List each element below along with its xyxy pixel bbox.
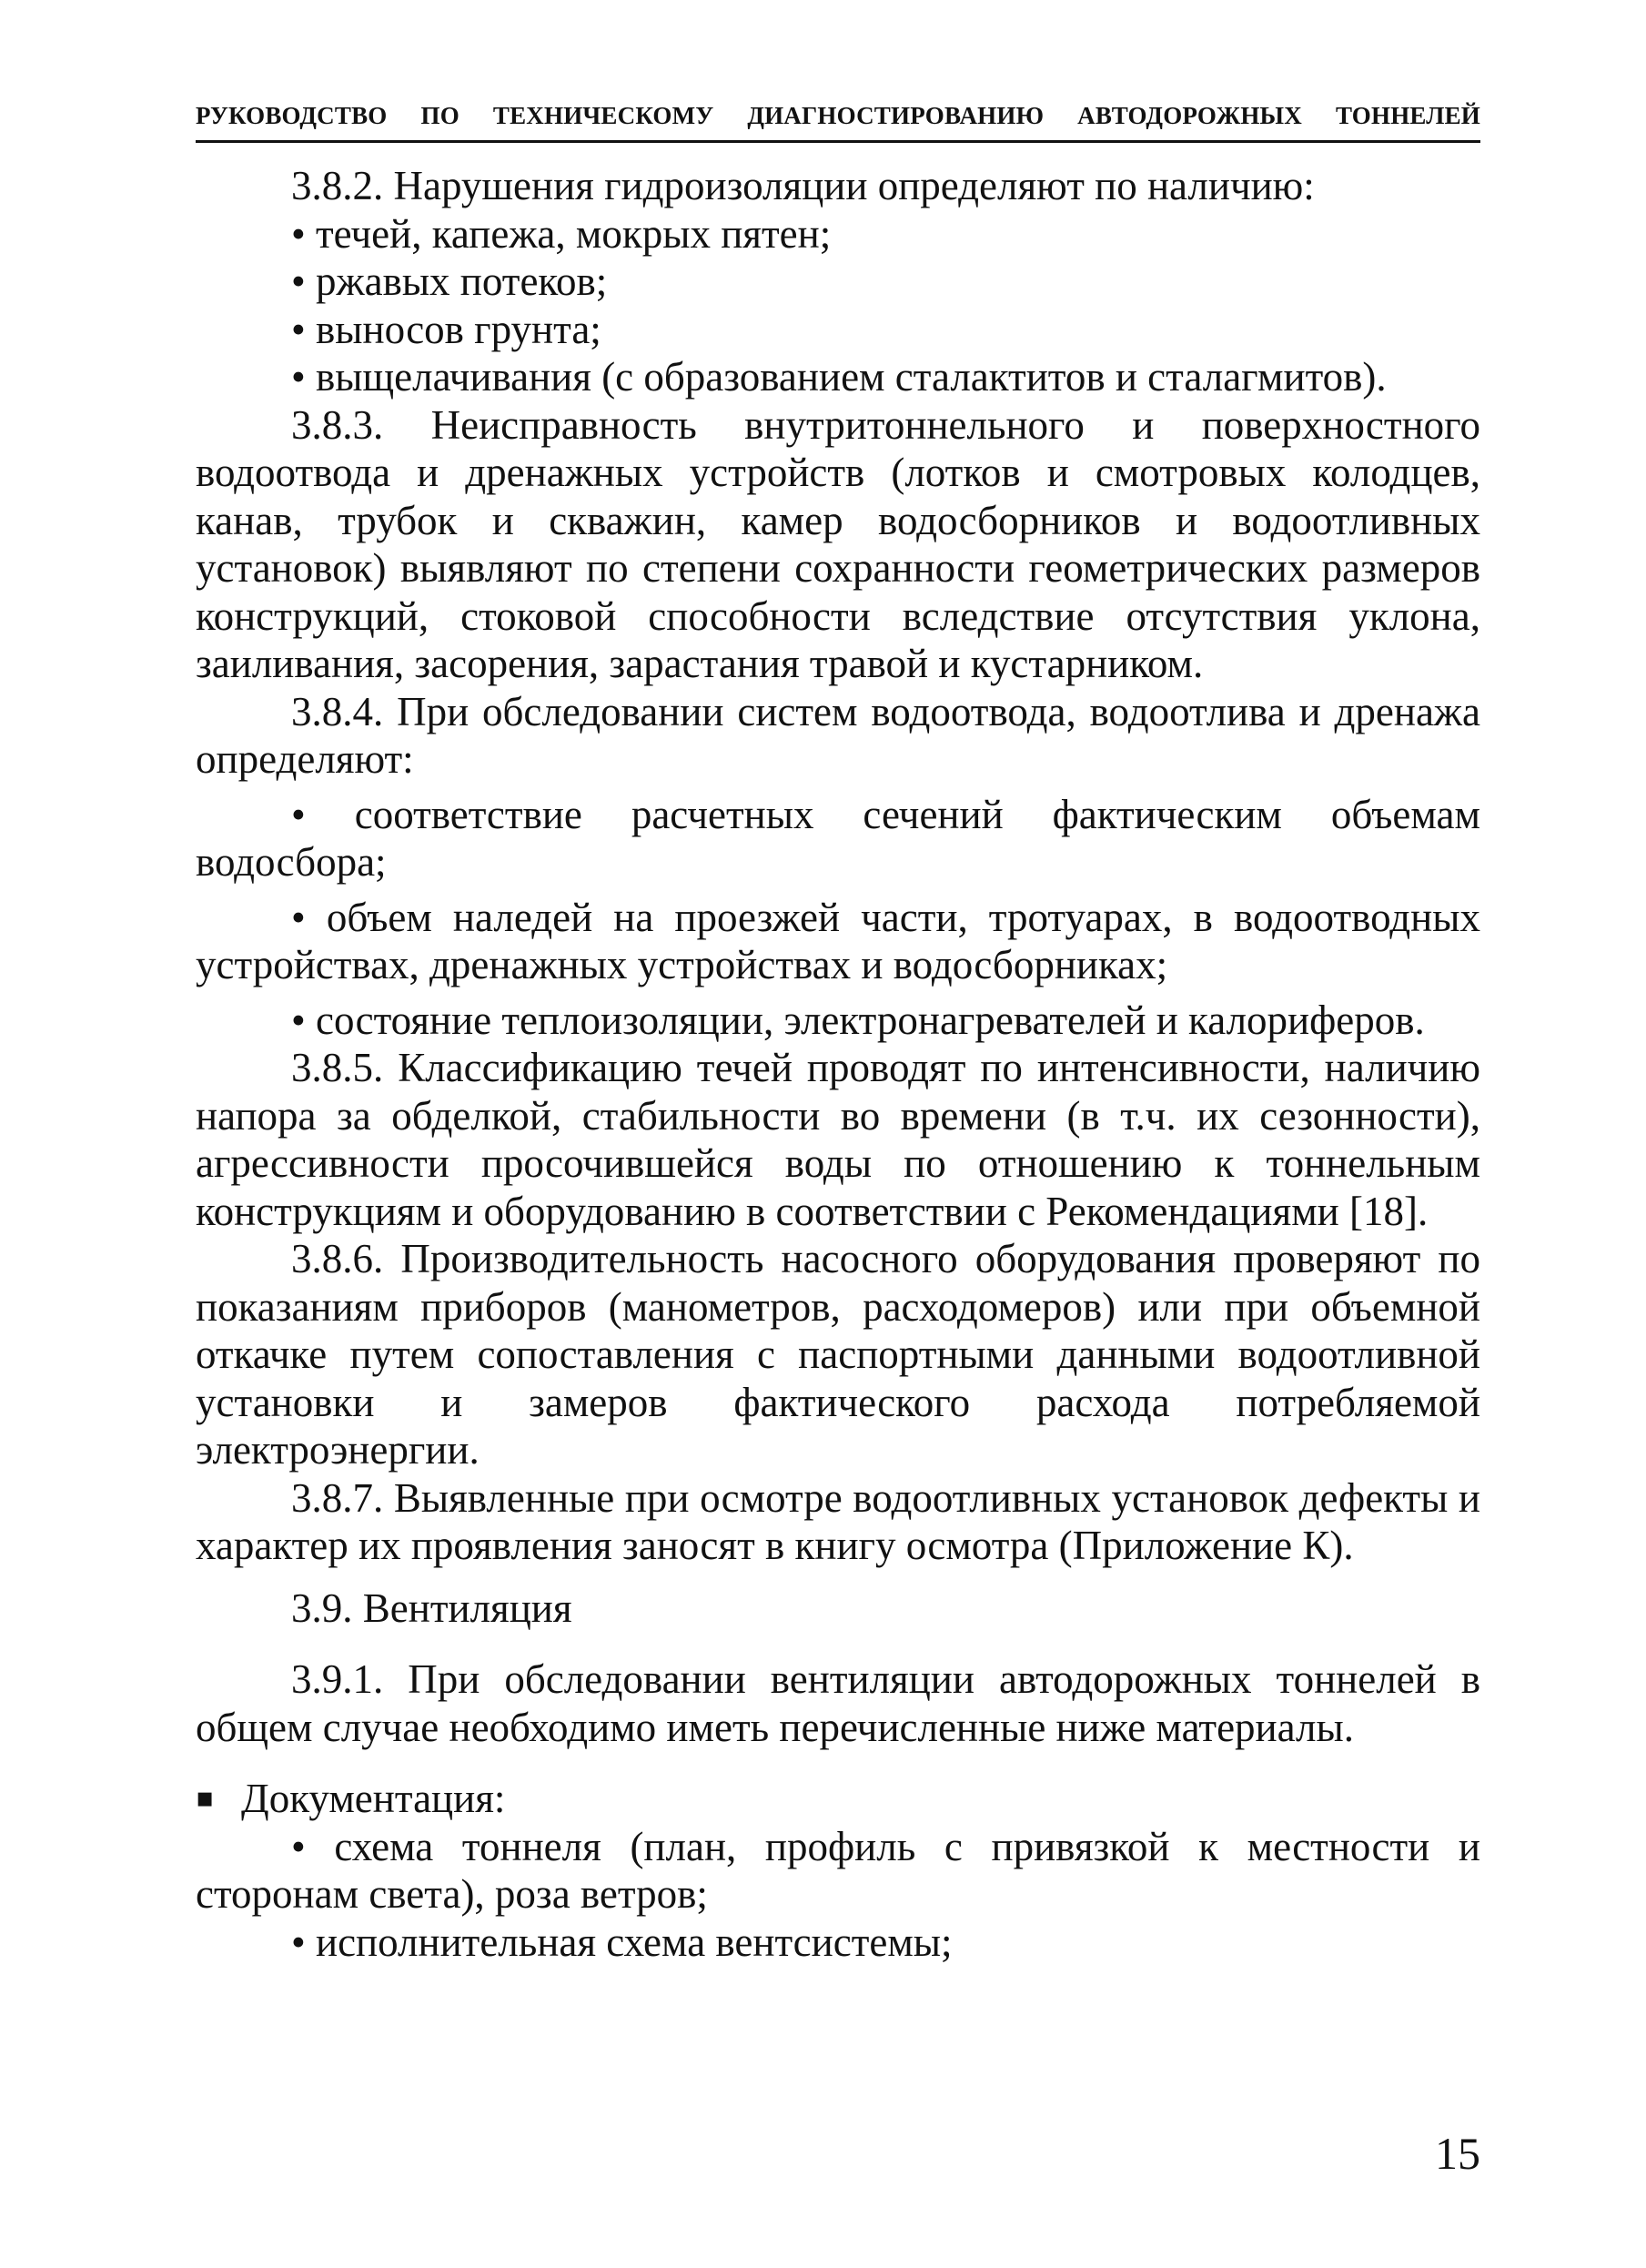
paragraph-3-9-1: 3.9.1. При обследовании вентиляции автодорожных тоннелей в общем случае необходимо иметь перечисленные ниже материалы. bbox=[196, 1656, 1480, 1750]
documentation-list-heading bbox=[196, 1775, 1480, 1823]
paragraph-3-8-4: 3.8.4. При обследовании систем водоотвода, водоотлива и дренажа определяют: bbox=[196, 688, 1480, 782]
paragraph-3-8-3: 3.8.3. Неисправность внутритоннельного и поверхностного водоотвода и дренажных устройств (лотков и смотровых колодцев, канав, трубок и скважин, камер водосборников и водоотливных установок) выявляют по степени сохранности геометрических размеров конструкций, стоковой способности вследствие отсутствия уклона, заиливания, засорения, зарастания травой и кустарником. bbox=[196, 401, 1480, 686]
bullet-item: • ржавых потеков; bbox=[291, 258, 608, 304]
paragraph-3-8-6: 3.8.6. Производительность насосного оборудования проверяют по показаниям приборов (манометров, расходомеров) или при объемной откачке путем сопоставления с паспортными данными водоотливной установки и замеров фактического расхода потребляемой электроэнергии. bbox=[196, 1236, 1480, 1473]
section-heading-3-9: 3.9. Вентиляция bbox=[291, 1585, 572, 1631]
bullet-item: • выносов грунта; bbox=[291, 306, 601, 352]
paragraph-3-8-5: 3.8.5. Классификацию течей проводят по интенсивности, наличию напора за обделкой, стабильности во времени (в т.ч. их сезонности), агрессивности просочившейся воды по отношению к тоннельным конструкциям и оборудованию в соответствии с Рекомендациями [18]. bbox=[196, 1045, 1480, 1234]
documentation-label: Документация: bbox=[241, 1776, 506, 1821]
bullet-item: • соответствие расчетных сечений фактическим объемам водосбора; bbox=[196, 791, 1480, 885]
bullet-item: • выщелачивания (с образованием сталактитов и сталагмитов). bbox=[291, 354, 1387, 400]
page-number: 15 bbox=[1435, 2128, 1480, 2179]
bullet-item: • течей, капежа, мокрых пятен; bbox=[291, 210, 832, 257]
bullet-item: • состояние теплоизоляции, электронагревателей и калориферов. bbox=[291, 997, 1425, 1043]
square-bullet-icon: ▪ bbox=[196, 1782, 215, 1814]
bullet-item: • схема тоннеля (план, профиль с привязкой к местности и сторонам света), роза ветров; bbox=[196, 1823, 1480, 1917]
header-rule bbox=[196, 140, 1480, 143]
page-body bbox=[196, 162, 1480, 1966]
bullet-item: • исполнительная схема вентсистемы; bbox=[291, 1919, 953, 1965]
bullet-item: • объем наледей на проезжей части, тротуарах, в водоотводных устройствах, дренажных устройствах и водосборниках; bbox=[196, 894, 1480, 987]
paragraph-3-8-7: 3.8.7. Выявленные при осмотре водоотливных установок дефекты и характер их проявления заносят в книгу осмотра (Приложение К). bbox=[196, 1474, 1480, 1568]
running-header: РУКОВОДСТВО ПО ТЕХНИЧЕСКОМУ ДИАГНОСТИРОВАНИЮ АВТОДОРОЖНЫХ ТОННЕЛЕЙ bbox=[196, 102, 1480, 129]
paragraph-3-8-2: 3.8.2. Нарушения гидроизоляции определяют по наличию: bbox=[291, 163, 1315, 208]
